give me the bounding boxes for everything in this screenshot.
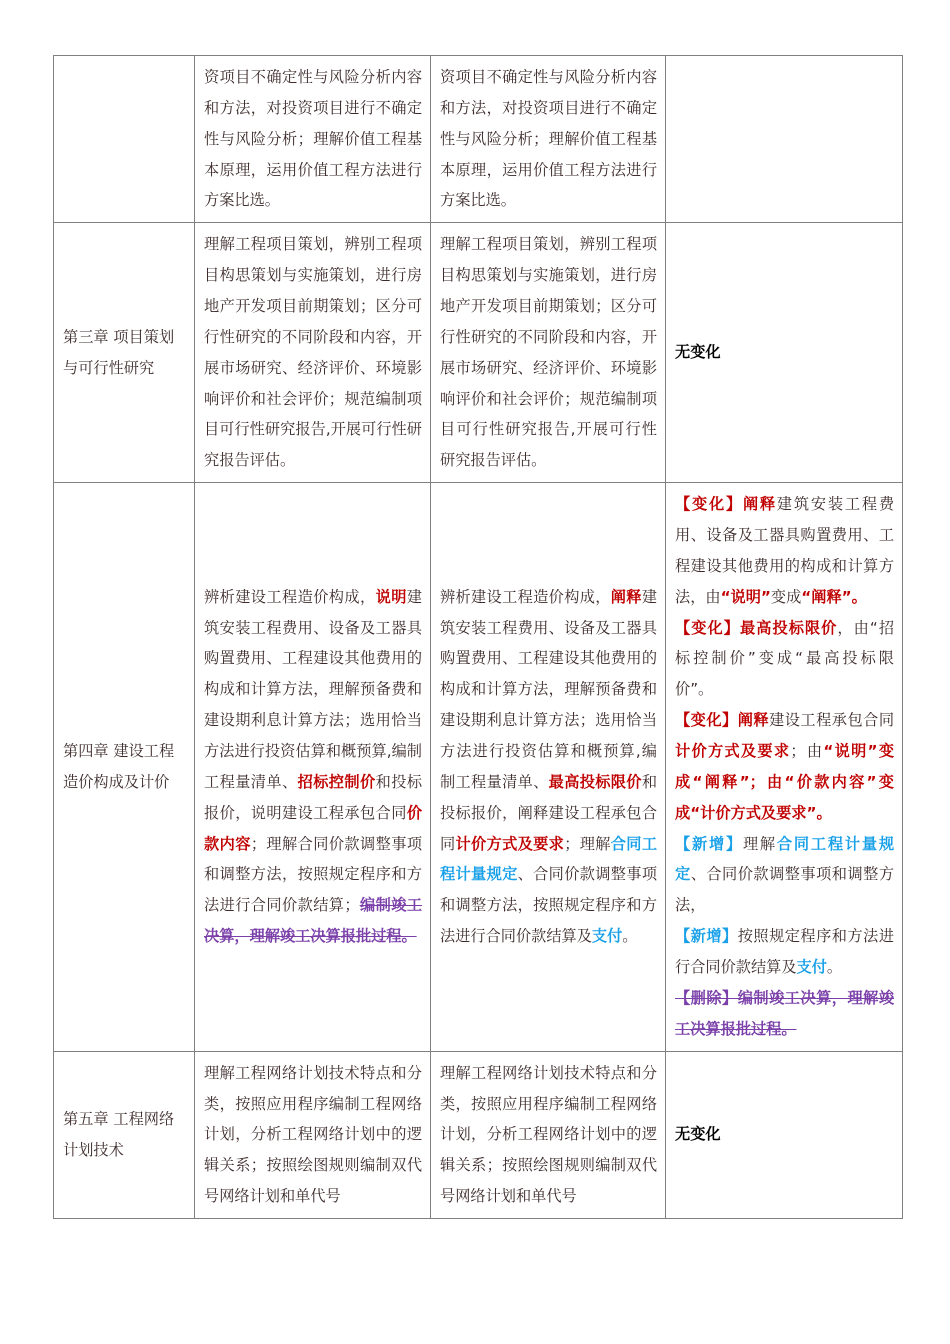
text-segment-plain: 按照规定程序和方法进行合同价款结算及 (675, 927, 895, 977)
new-syllabus-text: 理解工程项目策划，辨别工程项目构思策划与实施策划，进行房地产开发项目前期策划；区分可行性研究的不同阶段和内容，开展市场研究、经济评价、环境影响评价和社会评价；规范编制项目可行性研究报告,开展可行性研究报告评估。 (440, 235, 657, 470)
text-segment-red: “阐释”。 (801, 587, 867, 606)
text-segment-red: 计价方式及要求 (455, 834, 565, 853)
text-segment-plain: ；理解 (564, 834, 611, 853)
text-segment-plain: 。 (622, 927, 638, 946)
text-segment-blue: 合同工程计量规定 (675, 834, 894, 884)
old-syllabus-cell (195, 1051, 431, 1218)
change-note-rich (675, 489, 894, 1044)
change-note-paragraph (675, 829, 894, 922)
change-note-paragraph (675, 489, 894, 612)
new-syllabus-cell (431, 483, 666, 1051)
text-segment-red: 说明 (375, 587, 407, 606)
text-segment-red: 最高投标限价 (739, 618, 838, 637)
table-row (54, 223, 903, 483)
chapter-cell (54, 56, 195, 223)
text-segment-blue: 支付 (796, 958, 827, 977)
text-segment-red: 计价方式及要求 (675, 742, 791, 761)
no-change-badge: 无变化 (675, 343, 721, 362)
old-syllabus-cell (195, 483, 431, 1051)
text-segment-plain: 建筑安装工程费用、设备及工器具购置费用、工程建设其他费用的构成和计算方法，理解预备费和建设期利息计算方法；选用恰当方法进行投资估算和概预算,编制工程量清单、 (204, 587, 423, 791)
text-segment-red: “说明” (720, 587, 771, 606)
table-row (54, 56, 903, 223)
change-note-paragraph (675, 613, 894, 706)
text-segment-plain: 辨析建设工程造价构成， (204, 587, 376, 606)
old-syllabus-text: 资项目不确定性与风险分析内容和方法，对投资项目进行不确定性与风险分析；理解价值工程基本原理，运用价值工程方法进行方案比选。 (204, 68, 422, 210)
old-syllabus-rich (204, 588, 422, 945)
chapter-cell (54, 1051, 195, 1218)
text-segment-plain: ；理解合同价款调整事项和调整方法，按照规定程序和方法进行合同价款结算； (204, 834, 423, 915)
comparison-table (53, 55, 903, 1219)
text-segment-plain: 辨析建设工程造价构成， (440, 587, 611, 606)
new-syllabus-cell (431, 1051, 666, 1218)
no-change-badge: 无变化 (675, 1125, 721, 1144)
old-syllabus-text: 理解工程项目策划，辨别工程项目构思策划与实施策划，进行房地产开发项目前期策划；区分可行性研究的不同阶段和内容，开展市场研究、经济评价、环境影响评价和社会评价；规范编制项目可行性研究报告,开展可行性研究报告评估。 (204, 235, 422, 470)
text-segment-red: 【变化】 (675, 618, 740, 637)
new-syllabus-cell (431, 223, 666, 483)
table-row (54, 1051, 903, 1218)
text-segment-red: 阐释 (610, 587, 642, 606)
change-note-cell (666, 223, 903, 483)
chapter-label: 第三章 项目策划与可行性研究 (63, 327, 175, 377)
text-segment-blue: 【新增】 (675, 927, 738, 946)
text-segment-red: 阐释 (742, 495, 777, 514)
new-syllabus-text: 资项目不确定性与风险分析内容和方法，对投资项目进行不确定性与风险分析；理解价值工程基本原理，运用价值工程方法进行方案比选。 (440, 68, 657, 210)
text-segment-red: 【变化】 (675, 495, 743, 514)
text-segment-red: 最高投标限价 (548, 772, 642, 791)
text-segment-plain: 和投标报价，说明建设工程承包合同 (204, 772, 423, 822)
text-segment-plain: 建筑安装工程费用、设备及工器具购置费用、工程建设其他费用的构成和计算方法，由 (675, 495, 894, 606)
old-syllabus-cell (195, 223, 431, 483)
text-segment-red: 【变化】 (675, 711, 738, 730)
change-note-cell (666, 56, 903, 223)
text-segment-plain: 建设工程承包合同 (769, 711, 895, 730)
old-syllabus-cell (195, 56, 431, 223)
text-segment-plain: ，由“招标控制价”变成“最高投标限价”。 (675, 618, 895, 699)
change-note-paragraph (675, 921, 894, 983)
text-segment-blue: 【新增】 (675, 834, 743, 853)
text-segment-plain: 建筑安装工程费用、设备及工器具购置费用、工程建设其他费用的构成和计算方法，理解预备费和建设期利息计算方法；选用恰当方法进行投资估算和概预算,编制工程量清单、 (440, 587, 658, 791)
chapter-label: 第四章 建设工程造价构成及计价 (63, 742, 175, 791)
text-segment-purple-strike: 【删除】编制竣工决算，理解竣工决算报批过程。 (675, 988, 894, 1038)
new-syllabus-cell (431, 56, 666, 223)
change-note-cell (666, 1051, 903, 1218)
text-segment-red: 招标控制价 (297, 772, 376, 791)
text-segment-blue: 支付 (591, 927, 623, 946)
text-segment-plain: 、合同价款调整事项和调整方法， (675, 865, 895, 915)
chapter-cell (54, 223, 195, 483)
text-segment-red: “说明”变成“阐释”；由“价款内容”变成“计价方式及要求”。 (675, 742, 895, 822)
text-segment-plain: 理解 (742, 834, 777, 853)
text-segment-plain: 、合同价款调整事项和调整方法，按照规定程序和方法进行合同价款结算及 (440, 865, 658, 946)
chapter-label: 第五章 工程网络计划技术 (63, 1109, 175, 1159)
text-segment-purple-strike: 编制竣工决算，理解竣工决算报批过程。 (204, 896, 423, 946)
table-row (54, 483, 903, 1051)
text-segment-plain: 和投标报价，阐释建设工程承包合同 (440, 772, 658, 853)
text-segment-plain: 。 (826, 958, 843, 977)
text-segment-blue: 合同工程计量规定 (440, 834, 658, 884)
change-note-cell (666, 483, 903, 1051)
change-note-paragraph (675, 983, 894, 1045)
text-segment-plain: ；由 (790, 742, 824, 761)
text-segment-plain: 变成 (770, 587, 802, 606)
text-segment-red: 价款内容 (204, 803, 422, 853)
change-note-paragraph (675, 705, 894, 828)
new-syllabus-rich (440, 588, 657, 945)
text-segment-red: 阐释 (737, 711, 770, 730)
chapter-cell (54, 483, 195, 1051)
new-syllabus-text: 理解工程网络计划技术特点和分类，按照应用程序编制工程网络计划，分析工程网络计划中的逻辑关系；按照绘图规则编制双代号网络计划和单代号 (440, 1063, 657, 1206)
old-syllabus-text: 理解工程网络计划技术特点和分类，按照应用程序编制工程网络计划，分析工程网络计划中的逻辑关系；按照绘图规则编制双代号网络计划和单代号 (204, 1063, 422, 1206)
